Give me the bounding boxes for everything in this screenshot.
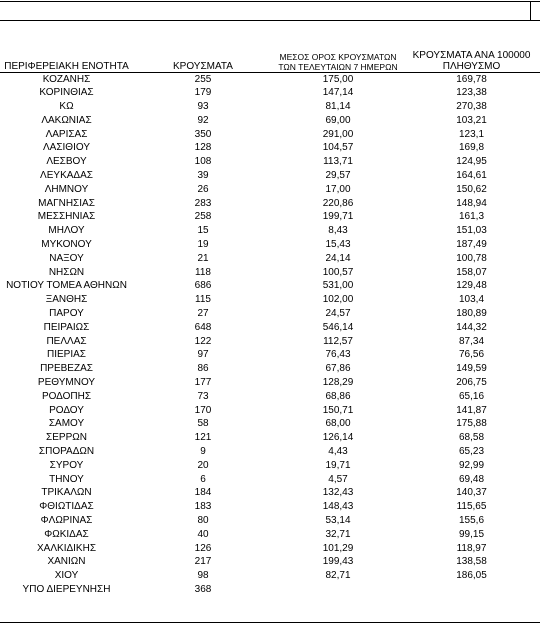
cell-7day-average: 175,00 [322,73,354,85]
table-row [0,459,540,473]
cell-cases-per-100k: 158,07 [456,266,487,278]
cell-cases: 368 [194,583,212,595]
table-row [0,197,540,211]
table-row [0,335,540,349]
header-regional-unit: ΠΕΡΙΦΕΡΕΙΑΚΗ ΕΝΟΤΗΤΑ [4,60,129,72]
cell-cases-per-100k: 92,99 [458,459,485,471]
cell-7day-average: 68,00 [325,418,351,430]
header-rule [0,20,540,21]
table-row [0,210,540,224]
table-row [0,72,540,86]
cell-7day-average: 67,86 [325,363,351,375]
cell-cases-per-100k: 103,4 [458,294,485,306]
table-row [0,169,540,183]
cell-cases: 26 [197,183,209,195]
cell-7day-average: 24,14 [325,252,351,264]
cell-7day-average: 112,57 [323,335,353,347]
cell-regional-unit: ΝΟΤΙΟΥ ΤΟΜΕΑ ΑΘΗΝΩΝ [6,280,127,292]
cell-7day-average: 68,86 [325,390,351,402]
cell-cases: 93 [197,101,209,113]
cell-cases-per-100k: 155,6 [458,515,485,526]
cell-regional-unit: ΧΑΝΙΩΝ [47,556,86,568]
table-header-row [0,44,540,72]
cell-cases-per-100k: 144,32 [456,321,487,333]
cell-cases: 686 [194,280,212,292]
cell-regional-unit: ΣΠΟΡΑΔΩΝ [38,446,95,458]
cell-cases: 648 [194,321,212,333]
cell-7day-average: 29,57 [325,170,351,182]
cell-cases-per-100k: 175,88 [456,418,487,430]
cell-cases-per-100k: 87,34 [458,335,485,347]
bottom-rule [0,622,540,623]
cell-regional-unit: ΦΩΚΙΔΑΣ [44,528,89,540]
cell-7day-average: 220,86 [322,197,354,209]
cell-7day-average: 102,00 [322,294,354,306]
table-row [0,569,540,583]
cell-cases: 39 [197,170,209,182]
table-row [0,390,540,404]
table-row [0,417,540,431]
cell-regional-unit: ΜΕΣΣΗΝΙΑΣ [37,211,96,223]
cell-cases-per-100k: 169,8 [458,142,485,154]
cell-cases: 179 [194,87,212,99]
cell-cases: 40 [197,528,209,540]
table-row [0,224,540,238]
cell-regional-unit: ΥΠΟ ΔΙΕΡΕΥΝΗΣΗ [22,583,111,595]
cell-7day-average: 24,57 [325,308,351,320]
cell-regional-unit: ΤΗΝΟΥ [49,473,84,485]
cell-cases: 177 [194,377,212,389]
cell-regional-unit: ΠΑΡΟΥ [49,308,84,320]
cell-cases: 121 [194,432,212,444]
table-row [0,128,540,142]
table-row [0,114,540,128]
cell-cases-per-100k: 270,38 [456,101,487,113]
table-body [0,72,540,597]
cell-7day-average: 32,71 [325,528,351,540]
cell-cases: 9 [200,446,206,458]
cell-cases: 217 [194,556,212,568]
cell-cases-per-100k: 206,75 [456,377,487,389]
cell-regional-unit: ΛΑΣΙΘΙΟΥ [43,142,90,154]
cell-cases-per-100k: 180,89 [456,308,487,320]
cell-regional-unit: ΡΟΔΟΠΗΣ [41,390,92,402]
header-cases-per-100k: ΚΡΟΥΣΜΑΤΑ ΑΝΑ 100000 ΠΛΗΘΥΣΜΟ [412,49,531,72]
table-row [0,252,540,266]
cell-cases: 128 [194,142,212,154]
cell-regional-unit: ΠΙΕΡΙΑΣ [47,349,86,361]
cell-7day-average: 199,71 [322,211,354,223]
cell-cases-per-100k [403,583,540,597]
cell-7day-average: 15,43 [325,239,351,251]
table-row [0,321,540,335]
cell-cases-per-100k: 187,49 [456,239,487,251]
cell-cases-per-100k: 118,97 [456,542,487,554]
cell-7day-average: 531,00 [322,280,354,292]
cell-regional-unit: ΚΩ [59,101,74,113]
table-row [0,293,540,307]
cell-7day-average: 148,43 [322,501,354,513]
cell-cases: 115 [195,294,211,306]
cell-cases: 283 [194,197,212,209]
cell-regional-unit: ΦΛΩΡΙΝΑΣ [40,515,93,526]
cell-7day-average: 81,14 [325,101,351,113]
table-row [0,555,540,569]
table-row [0,307,540,321]
cell-7day-average: 199,43 [322,556,354,568]
cell-cases: 86 [197,363,209,375]
cell-cases: 97 [197,349,209,361]
cell-7day-average: 17,00 [325,183,351,195]
cell-cases-per-100k: 148,94 [456,197,487,209]
cell-cases: 58 [197,418,209,430]
table-row [0,473,540,487]
cell-cases-per-100k: 68,58 [458,432,485,444]
cell-cases-per-100k: 140,37 [456,487,487,499]
cell-regional-unit: ΣΕΡΡΩΝ [46,432,87,444]
cell-7day-average: 132,43 [322,487,354,499]
cell-7day-average: 4,43 [328,446,348,458]
cell-7day-average: 100,57 [322,266,354,278]
table-row [0,583,540,597]
cell-regional-unit: ΚΟΖΑΝΗΣ [42,73,91,85]
cell-7day-average [273,583,403,597]
cell-7day-average: 4,57 [328,473,348,485]
cell-cases-per-100k: 138,58 [456,556,487,568]
cell-cases-per-100k: 69,48 [458,473,485,485]
cell-7day-average: 19,71 [325,459,351,471]
table-row [0,404,540,418]
cell-regional-unit: ΦΘΙΩΤΙΔΑΣ [39,501,94,513]
cell-regional-unit: ΝΑΞΟΥ [49,252,84,264]
table-row [0,376,540,390]
cell-cases: 20 [197,459,209,471]
cell-cases-per-100k: 164,61 [456,170,487,182]
cell-cases: 184 [194,487,212,499]
cell-cases: 6 [200,473,206,485]
cell-regional-unit: ΝΗΣΩΝ [48,266,85,278]
cell-cases-per-100k: 65,16 [458,390,485,402]
cell-regional-unit: ΠΡΕΒΕΖΑΣ [40,363,93,375]
cell-cases-per-100k: 123,38 [456,87,487,99]
cell-7day-average: 147,14 [322,87,354,99]
cell-regional-unit: ΠΕΙΡΑΙΩΣ [43,321,90,333]
cell-cases: 118 [195,266,211,278]
table-row [0,528,540,542]
header-cases: ΚΡΟΥΣΜΑΤΑ [173,60,233,72]
cell-7day-average: 128,29 [322,377,354,389]
table-row [0,542,540,556]
table-row [0,486,540,500]
cell-regional-unit: ΧΙΟΥ [54,570,79,582]
cell-cases-per-100k: 65,23 [458,446,485,458]
cell-regional-unit: ΠΕΛΛΑΣ [46,335,87,347]
cell-regional-unit: ΡΕΘΥΜΝΟΥ [37,377,96,389]
cell-cases: 255 [194,73,212,85]
table-row [0,445,540,459]
cell-regional-unit: ΧΑΛΚΙΔΙΚΗΣ [37,542,96,554]
cell-regional-unit: ΣΥΡΟΥ [49,459,84,471]
cell-7day-average: 8,43 [328,225,348,237]
cell-7day-average: 101,29 [322,542,354,554]
cell-cases: 258 [194,211,212,223]
cell-cases: 21 [197,252,209,264]
cell-regional-unit: ΜΑΓΝΗΣΙΑΣ [38,197,95,209]
cell-cases: 170 [194,404,212,416]
cell-cases: 126 [194,542,212,554]
cell-7day-average: 291,00 [322,128,354,140]
cell-7day-average: 126,14 [322,432,354,444]
cell-regional-unit: ΜΥΚΟΝΟΥ [41,239,92,251]
table-row [0,500,540,514]
header-7day-average: ΜΕΣΟΣ ΟΡΟΣ ΚΡΟΥΣΜΑΤΩΝ ΤΩΝ ΤΕΛΕΥΤΑΙΩΝ 7 ΗΜΕΡΩΝ [278,51,398,72]
table-row [0,155,540,169]
table-row [0,86,540,100]
cell-regional-unit: ΛΑΡΙΣΑΣ [45,128,88,140]
cell-cases: 350 [194,128,212,140]
cell-7day-average: 546,14 [322,321,354,333]
cell-regional-unit: ΣΑΜΟΥ [48,418,85,430]
cell-cases: 15 [197,225,209,237]
cell-cases-per-100k: 149,59 [456,363,487,375]
cell-cases: 27 [197,308,209,320]
cell-cases-per-100k: 99,15 [458,528,485,540]
cell-cases: 73 [197,390,209,402]
cell-cases-per-100k: 150,62 [456,183,487,195]
cell-7day-average: 150,71 [322,404,354,416]
cell-regional-unit: ΛΑΚΩΝΙΑΣ [41,114,92,126]
cell-regional-unit: ΡΟΔΟΥ [49,404,84,416]
cell-cases: 183 [194,501,212,513]
cell-cases-per-100k: 161,3 [458,211,485,223]
cell-cases-per-100k: 123,1 [458,128,485,140]
table-row [0,362,540,376]
cell-7day-average: 76,43 [325,349,351,361]
table-row [0,266,540,280]
cell-regional-unit: ΤΡΙΚΑΛΩΝ [41,487,92,499]
cell-7day-average: 113,71 [323,156,353,168]
cell-7day-average: 82,71 [325,570,351,582]
table-row [0,279,540,293]
cell-cases-per-100k: 151,03 [456,225,487,237]
cell-regional-unit: ΛΕΣΒΟΥ [46,156,87,168]
cell-7day-average: 104,57 [322,142,354,154]
cell-cases-per-100k: 169,78 [456,73,487,85]
cell-cases-per-100k: 124,95 [456,156,487,168]
cell-cases-per-100k: 186,05 [456,570,487,582]
cases-table [0,44,540,597]
cell-cases: 19 [197,239,209,251]
cell-regional-unit: ΛΗΜΝΟΥ [44,183,89,195]
table-row [0,100,540,114]
cell-cases: 122 [194,335,212,347]
top-right-tick [530,1,531,20]
table-row [0,348,540,362]
cell-regional-unit: ΜΗΛΟΥ [48,225,85,237]
table-row [0,141,540,155]
top-rule [0,1,540,2]
cell-cases-per-100k: 100,78 [456,252,487,264]
cell-7day-average: 53,14 [325,515,351,526]
cell-7day-average: 69,00 [325,114,351,126]
table-row [0,431,540,445]
cell-cases-per-100k: 76,56 [458,349,485,361]
cell-cases-per-100k: 115,65 [456,501,487,513]
cell-regional-unit: ΚΟΡΙΝΘΙΑΣ [39,87,94,99]
cell-cases: 92 [197,114,209,126]
cell-regional-unit: ΞΑΝΘΗΣ [45,294,88,306]
table-row [0,238,540,252]
cell-cases: 80 [197,515,209,526]
cell-cases-per-100k: 103,21 [456,114,487,126]
cell-cases: 108 [194,156,212,168]
table-row [0,183,540,197]
cell-cases: 98 [197,570,209,582]
cell-regional-unit: ΛΕΥΚΑΔΑΣ [40,170,93,182]
table-row [0,514,540,528]
cell-cases-per-100k: 141,87 [456,404,487,416]
cell-cases-per-100k: 129,48 [456,280,487,292]
